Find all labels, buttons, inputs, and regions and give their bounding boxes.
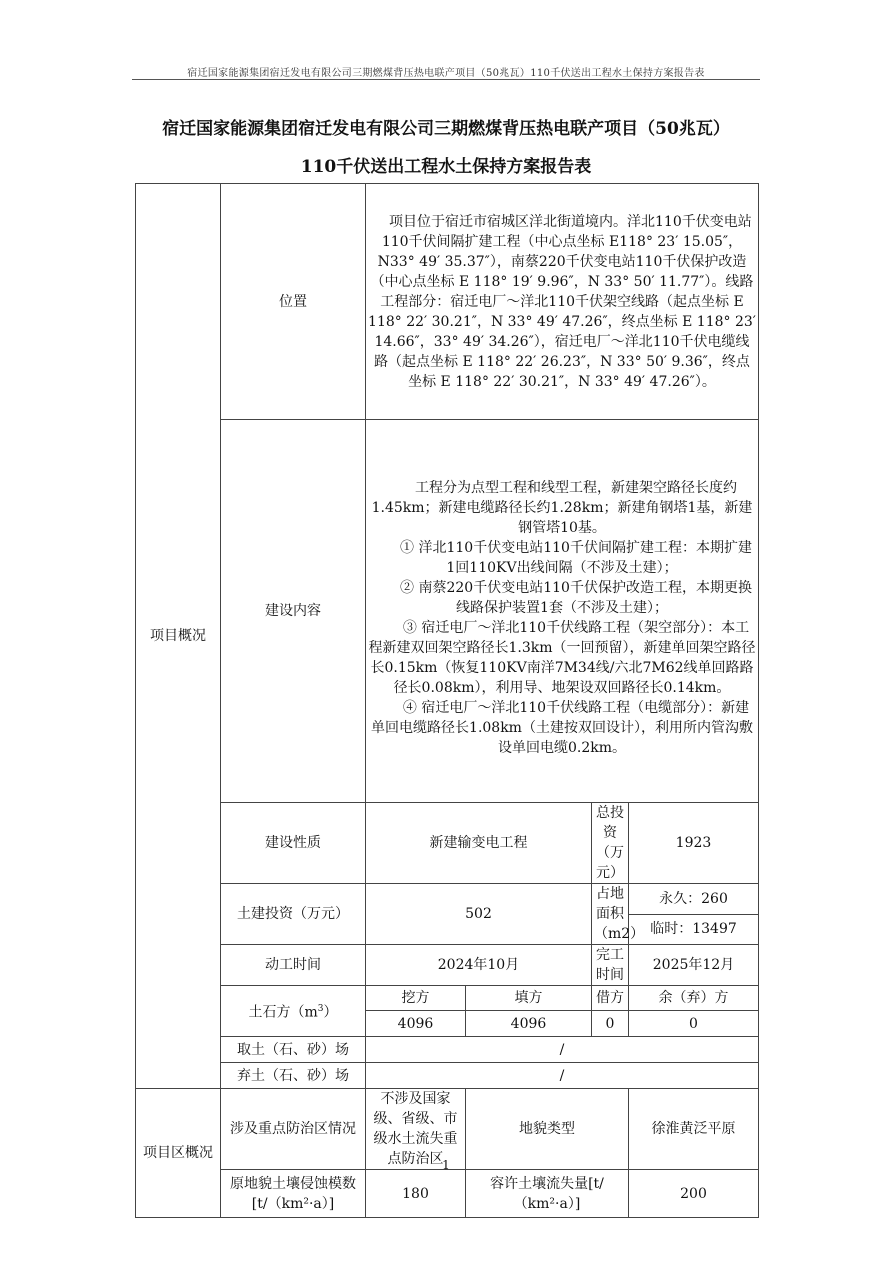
total-invest-label: 总投资（万元） — [592, 803, 629, 884]
nature-value: 新建输变电工程 — [366, 803, 592, 884]
earthwork-label — [221, 986, 366, 1037]
excavation-value: 4096 — [366, 1011, 466, 1037]
erosion-value: 180 — [366, 1170, 466, 1218]
location-text — [366, 184, 759, 420]
end-value: 2025年12月 — [629, 945, 759, 986]
borrow-value: 0 — [592, 1011, 629, 1037]
content-paragraph: ① 洋北110千伏变电站110千伏间隔扩建工程：本期扩建1回110KV出线间隔（不涉及土建）； — [400, 540, 752, 576]
nature-label: 建设性质 — [221, 803, 366, 884]
erosion-label: 原地貌土壤侵蚀模数[t/（km²·a）] — [221, 1170, 366, 1218]
landform-value: 徐淮黄泛平原 — [629, 1089, 759, 1170]
document-title-line1: 宿迁国家能源集团宿迁发电有限公司三期燃煤背压热电联产项目（50兆瓦） — [162, 119, 730, 139]
section-area-overview: 项目区概况 — [136, 1089, 221, 1218]
content-text — [366, 420, 759, 803]
spoil-site-label: 弃土（石、砂）场 — [221, 1063, 366, 1089]
page-number: 1 — [442, 1158, 450, 1172]
area-temporary: 临时：13497 — [629, 914, 759, 945]
allowable-loss-label: 容许土壤流失量[t/（km²·a）] — [466, 1170, 629, 1218]
report-table — [135, 183, 759, 1218]
earthwork-label-text: 土石方（m — [248, 1004, 318, 1021]
start-value: 2024年10月 — [366, 945, 592, 986]
content-paragraph: 工程分为点型工程和线型工程，新建架空路径长度约1.45km；新建电缆路径长约1.28km；新建角钢塔1基，新建钢管塔10基。 — [371, 480, 753, 536]
borrow-site-label: 取土（石、砂）场 — [221, 1037, 366, 1063]
civil-invest-value: 502 — [366, 884, 592, 945]
content-paragraph: ④ 宿迁电厂～洋北110千伏线路工程（电缆部分）：新建单回电缆路径长1.08km（土建按双回设计），利用所内管沟敷设单回电缆0.2km。 — [371, 700, 753, 756]
location-label: 位置 — [221, 184, 366, 420]
fill-value: 4096 — [466, 1011, 592, 1037]
document-title-line2: 110千伏送出工程水土保持方案报告表 — [300, 157, 592, 177]
surplus-header: 余（弃）方 — [629, 986, 759, 1011]
header-divider — [132, 79, 760, 80]
fill-header: 填方 — [466, 986, 592, 1011]
content-paragraph: ② 南蔡220千伏变电站110千伏保护改造工程，本期更换线路保护装置1套（不涉及土建）； — [400, 580, 752, 616]
spoil-site-value: / — [366, 1063, 759, 1089]
start-label: 动工时间 — [221, 945, 366, 986]
section-project-overview: 项目概况 — [136, 184, 221, 1089]
area-permanent: 永久：260 — [629, 884, 759, 915]
excavation-header: 挖方 — [366, 986, 466, 1011]
end-label: 完工时间 — [592, 945, 629, 986]
earthwork-label-close: ） — [323, 1004, 338, 1021]
content-label: 建设内容 — [221, 420, 366, 803]
surplus-value: 0 — [629, 1011, 759, 1037]
content-paragraph: ③ 宿迁电厂～洋北110千伏线路工程（架空部分）：本工程新建双回架空路径长1.3km（一回预留），新建单回架空路径长0.15km（恢复110KV南洋7M34线/六北7M62线单回路路径长0.08km），利用导、地架设双回路径长0.14km。 — [368, 620, 756, 696]
prevention-label: 涉及重点防治区情况 — [221, 1089, 366, 1170]
earthwork-label-sup: 3 — [317, 1004, 324, 1015]
prevention-value: 不涉及国家级、省级、市级水土流失重点防治区 — [366, 1089, 466, 1170]
page-header: 宿迁国家能源集团宿迁发电有限公司三期燃煤背压热电联产项目（50兆瓦）110千伏送出工程水土保持方案报告表 — [187, 68, 705, 79]
borrow-site-value: / — [366, 1037, 759, 1063]
borrow-header: 借方 — [592, 986, 629, 1011]
location-paragraph: 项目位于宿迁市宿城区洋北街道境内。洋北110千伏变电站110千伏间隔扩建工程（中心点坐标 E118° 23′ 15.05″，N33° 49′ 35.37″），南蔡220千伏变电站110千伏保护改造（中心点坐标 E 118° 19′ 9.96″，N 33° 50′ 11.77″）。线路工程部分：宿迁电厂～洋北110千伏架空线路（起点坐标 E 118° 22′ 30.21″，N 33° 49′ 47.26″，终点坐标 E 118° 23′ 14.66″，33° 49′ 34.26″），宿迁电厂～洋北110千伏电缆线路（起点坐标 E 118° 22′ 26.23″，N 33° 50′ 9.36″，终点坐标 E 118° 22′ 30.21″，N 33° 49′ 47.26″）。 — [368, 213, 756, 390]
civil-invest-label: 土建投资（万元） — [221, 884, 366, 945]
total-invest-value: 1923 — [629, 803, 759, 884]
allowable-loss-value: 200 — [629, 1170, 759, 1218]
area-label: 占地面积（m2） — [592, 884, 629, 945]
landform-label: 地貌类型 — [466, 1089, 629, 1170]
